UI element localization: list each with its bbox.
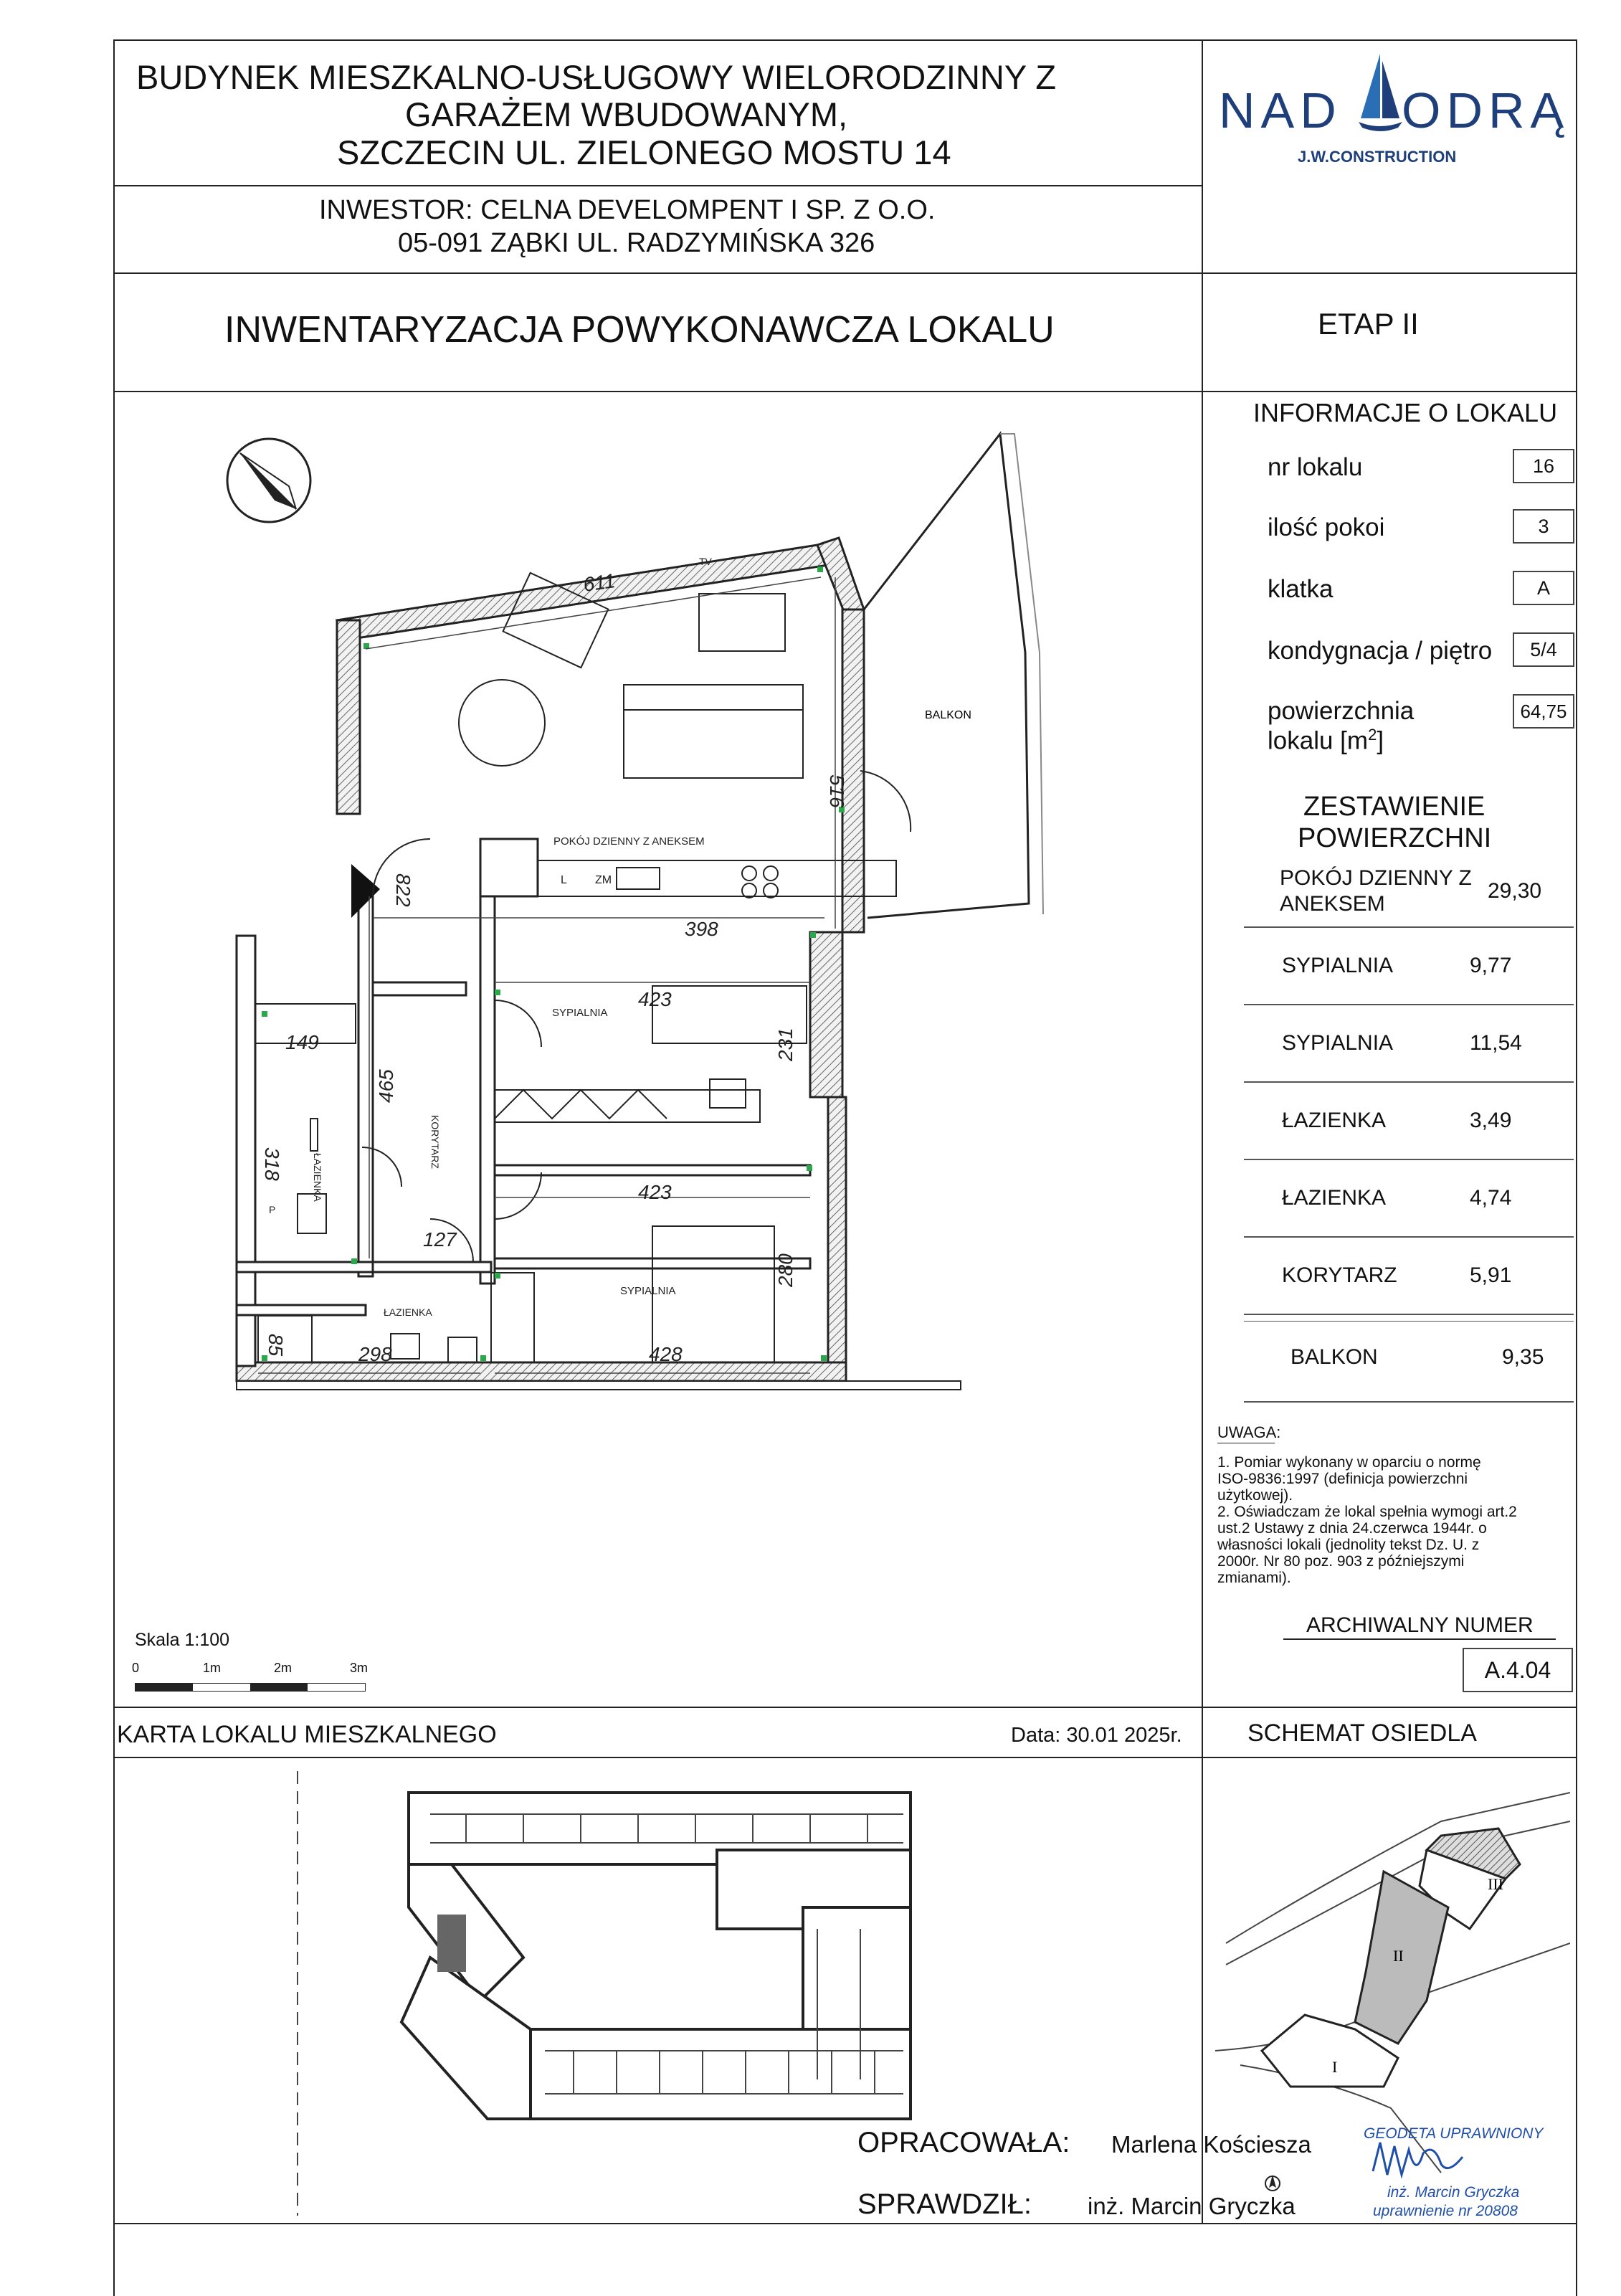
balcony (864, 434, 1043, 918)
archive-underline (1283, 1638, 1556, 1640)
summary-label-bedroom-1: SYPIALNIA (1282, 954, 1394, 977)
line-investor (113, 272, 1577, 274)
summary-label-bathroom-1: ŁAZIENKA (1282, 1109, 1387, 1132)
summary-divider-1 (1244, 926, 1574, 928)
info-label-rooms: ilość pokoi (1268, 513, 1385, 541)
interior-walls (237, 839, 810, 1315)
info-value-area: 64,75 (1513, 694, 1574, 729)
summary-divider-6b (1244, 1321, 1574, 1322)
schema-title: SCHEMAT OSIEDLA (1247, 1719, 1477, 1747)
summary-label-corridor: KORYTARZ (1282, 1263, 1397, 1287)
info-value-rooms: 3 (1513, 509, 1574, 544)
summary-divider-4 (1244, 1159, 1574, 1160)
brand-logo (1219, 50, 1570, 172)
summary-value-corridor: 5,91 (1470, 1263, 1512, 1287)
info-label-unit: nr lokalu (1268, 453, 1363, 481)
summary-value-bedroom-1: 9,77 (1470, 954, 1512, 977)
info-value-floor: 5/4 (1513, 632, 1574, 667)
summary-divider-3 (1244, 1081, 1574, 1083)
room-label-balcony: BALKON (925, 709, 971, 721)
notes-line-5: ust.2 Ustawy z dnia 24.czerwca 1944r. o (1217, 1520, 1487, 1537)
notes-line-2: ISO-9836:1997 (definicja powierzchni (1217, 1471, 1468, 1487)
dim-bedroom-2-depth: 280 (774, 1253, 797, 1287)
summary-label-living-2: ANEKSEM (1280, 892, 1385, 916)
room-label-corridor: KORYTARZ (429, 1115, 441, 1169)
header-divider (1202, 39, 1203, 1753)
kitchen-label-zm: ZM (595, 874, 612, 886)
info-value-unit: 16 (1513, 449, 1574, 483)
bedroom-2-furniture (491, 1226, 774, 1362)
tv-label: TV (699, 556, 712, 567)
summary-label-bedroom-2: SYPIALNIA (1282, 1031, 1394, 1055)
dim-bath-2-depth: 85 (265, 1334, 287, 1357)
logo-company: J.W.CONSTRUCTION (1298, 148, 1457, 166)
line-doctitle (113, 391, 1577, 392)
scale-tick-3: 3m (350, 1661, 369, 1675)
notes-line-6: własności lokali (jednolity tekst Dz. U. z (1217, 1537, 1480, 1553)
investor-line-1: INWESTOR: CELNA DEVELOMPENT I SP. Z O.O. (319, 195, 936, 225)
frame-right (1576, 39, 1577, 2296)
dim-kitchen: 398 (685, 918, 718, 940)
investor-line-2: 05-091 ZĄBKI UL. RADZYMIŃSKA 326 (398, 228, 875, 258)
scale-tick-2: 2m (274, 1661, 293, 1675)
scale-tick-0: 0 (132, 1661, 140, 1675)
site-label-ii: II (1393, 1947, 1404, 1965)
room-label-bedroom-1: SYPIALNIA (552, 1007, 608, 1019)
dim-bedroom-1-width: 423 (638, 988, 672, 1010)
archive-label: ARCHIWALNY NUMER (1306, 1613, 1534, 1637)
site-label-i: I (1332, 2058, 1338, 2076)
summary-divider-6a (1244, 1314, 1574, 1315)
kitchen-label-l: L (561, 874, 567, 886)
document-title: INWENTARYZACJA POWYKONAWCZA LOKALU (224, 309, 1055, 351)
stamp-license: uprawnienie nr 20808 (1373, 2203, 1518, 2219)
sailboat-icon (1355, 50, 1405, 136)
summary-label-bathroom-2: ŁAZIENKA (1282, 1186, 1387, 1210)
card-date: Data: 30.01 2025r. (1011, 1724, 1182, 1747)
north-arrow-icon (227, 439, 310, 522)
summary-label-living-1: POKÓJ DZIENNY Z (1280, 866, 1472, 890)
dim-bath-1-width: 149 (285, 1031, 319, 1053)
area-unit-close: ] (1377, 726, 1384, 755)
prepared-name: Marlena Kościesza (1111, 2131, 1311, 2158)
notes-heading: UWAGA: (1217, 1423, 1281, 1441)
room-label-bathroom-2: ŁAZIENKA (384, 1306, 432, 1318)
site-north-icon (1265, 2175, 1280, 2191)
summary-heading-1: ZESTAWIENIE (1303, 792, 1485, 822)
project-title-line-2: GARAŻEM WBUDOWANYM, (405, 95, 848, 133)
summary-divider-2 (1244, 1004, 1574, 1005)
line-footer-top (113, 1707, 1577, 1708)
info-value-staircase: A (1513, 571, 1574, 605)
dim-bedroom-2-width: 423 (638, 1181, 672, 1203)
logo-brand-right: ODRĄ (1402, 82, 1570, 138)
area-unit-text: lokalu [m (1268, 726, 1369, 755)
scale-label: Skala 1:100 (135, 1630, 230, 1650)
summary-value-bathroom-1: 3,49 (1470, 1109, 1512, 1132)
stamp-name: inż. Marcin Gryczka (1387, 2184, 1520, 2201)
scale-tick-1: 1m (203, 1661, 222, 1675)
card-title: KARTA LOKALU MIESZKALNEGO (117, 1721, 497, 1748)
summary-value-balcony: 9,35 (1502, 1345, 1544, 1369)
summary-heading-2: POWIERZCHNI (1298, 823, 1492, 853)
dim-living-width: 611 (581, 569, 617, 596)
prepared-label: OPRACOWAŁA: (857, 2127, 1070, 2158)
notes-line-1: 1. Pomiar wykonany w oparciu o normę (1217, 1454, 1481, 1471)
notes-line-8: zmianami). (1217, 1570, 1291, 1586)
line-title (113, 185, 1203, 186)
scale-bar (135, 1683, 366, 1692)
signature-icon (1369, 2135, 1470, 2186)
surveyor-stamp (1355, 2121, 1570, 2229)
dim-bedroom-2-bottom: 428 (649, 1343, 683, 1365)
notes-line-7: 2000r. Nr 80 poz. 903 z późniejszymi (1217, 1553, 1465, 1570)
checked-name: inż. Marcin Gryczka (1088, 2193, 1296, 2219)
line-footer-mid (113, 1757, 1577, 1758)
stage-label: ETAP II (1318, 307, 1419, 341)
room-label-bathroom-1: ŁAZIENKA (312, 1153, 323, 1202)
dim-hall: 822 (392, 873, 414, 907)
summary-value-bathroom-2: 4,74 (1470, 1186, 1512, 1210)
notes-line-3: użytkowej). (1217, 1487, 1293, 1504)
archive-number: A.4.04 (1463, 1648, 1573, 1692)
info-heading: INFORMACJE O LOKALU (1253, 398, 1558, 427)
info-area-label-2 (1268, 726, 1384, 756)
frame-top (113, 39, 1577, 41)
summary-divider-7 (1244, 1401, 1574, 1403)
info-area-label-1: powierzchnia (1268, 697, 1415, 725)
stamp-title: GEODETA UPRAWNIONY (1364, 2125, 1544, 2142)
notes-line-4: 2. Oświadczam że lokal spełnia wymogi art.2 (1217, 1504, 1517, 1520)
summary-value-living: 29,30 (1488, 879, 1542, 903)
dim-living-depth: 516 (826, 774, 848, 808)
checked-label: SPRAWDZIŁ: (857, 2188, 1032, 2220)
dim-bedroom-1-depth: 231 (774, 1028, 797, 1061)
area-unit-sup: 2 (1368, 726, 1377, 744)
summary-divider-5 (1244, 1236, 1574, 1238)
site-label-iii: III (1488, 1875, 1503, 1893)
dim-small: 127 (423, 1228, 457, 1251)
room-label-bedroom-2: SYPIALNIA (620, 1285, 676, 1297)
bathroom-label-p: P (269, 1204, 276, 1215)
floor-plan (122, 402, 1197, 1441)
info-label-staircase: klatka (1268, 575, 1334, 603)
frame-left (113, 39, 115, 2296)
summary-label-balcony: BALKON (1290, 1345, 1378, 1369)
project-title-line-3: SZCZECIN UL. ZIELONEGO MOSTU 14 (337, 133, 951, 171)
project-title-line-1: BUDYNEK MIESZKALNO-USŁUGOWY WIELORODZINNY Z (136, 58, 1057, 96)
room-label-living: POKÓJ DZIENNY Z ANEKSEM (553, 835, 705, 848)
info-label-floor: kondygnacja / piętro (1268, 637, 1493, 665)
dim-bath-1-depth: 318 (261, 1147, 283, 1181)
logo-brand-left: NAD (1219, 82, 1342, 138)
dim-bath-2-width: 298 (358, 1343, 392, 1365)
dim-corridor: 465 (375, 1069, 397, 1103)
summary-value-bedroom-2: 11,54 (1470, 1031, 1522, 1055)
